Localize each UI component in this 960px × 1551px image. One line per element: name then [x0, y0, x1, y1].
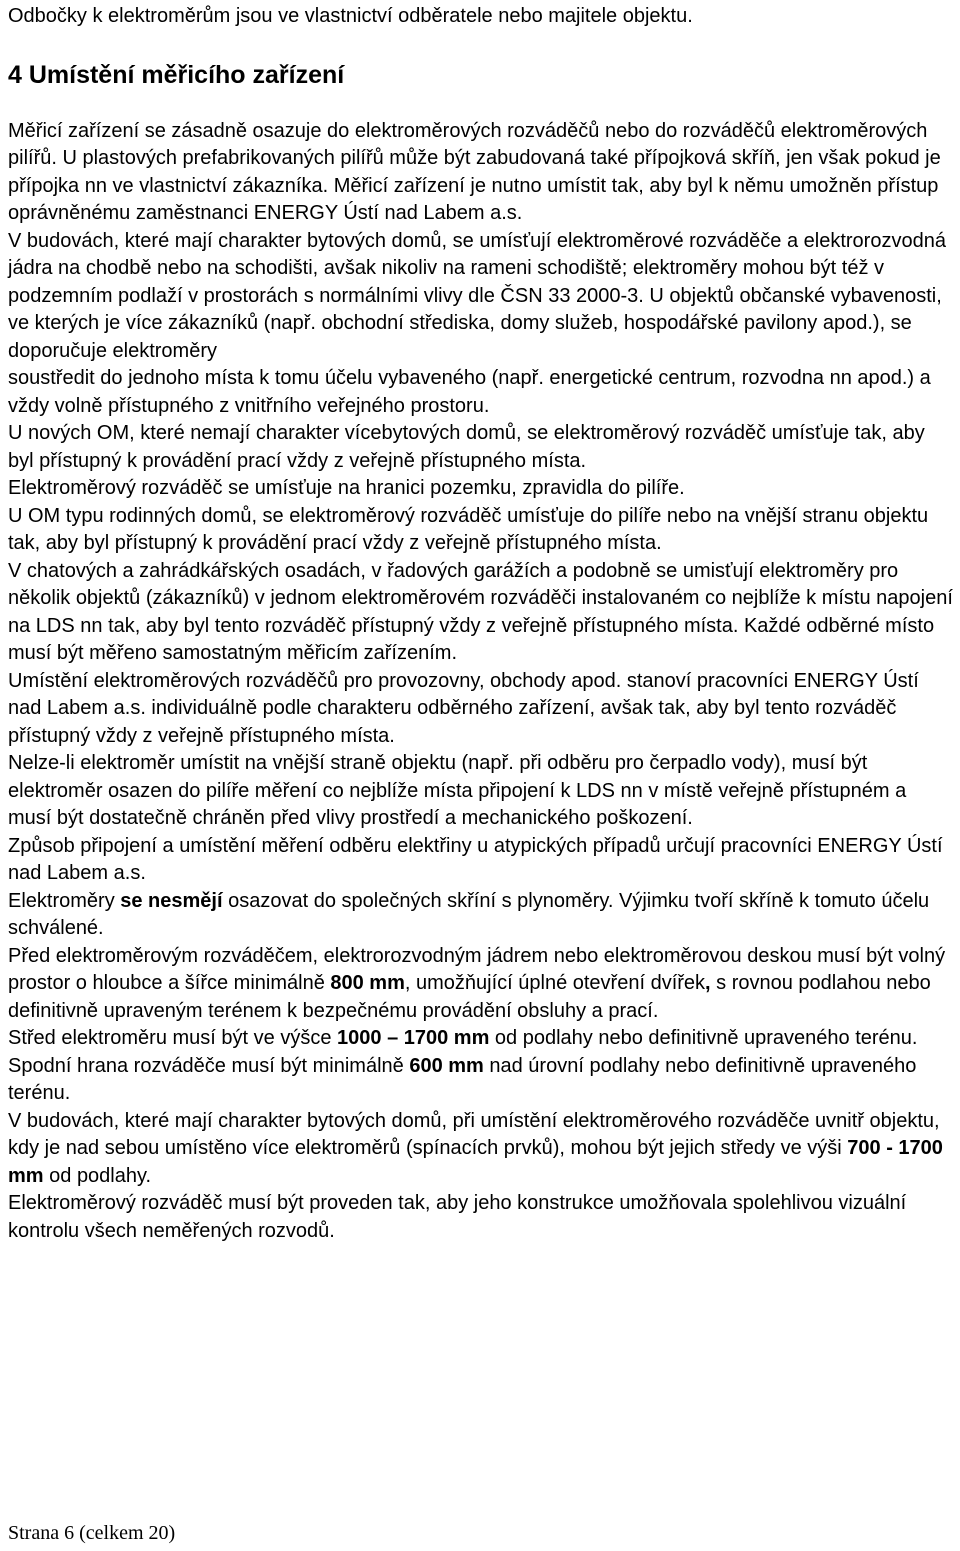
paragraph: V budovách, které mají charakter bytových domů, se umísťují elektroměrové rozváděče a elektrorozvodná jádra na chodbě nebo na schodišti, avšak nikoliv na rameni schodiště; elektroměry mohou být též v podzemním podlaží v prostorách s normálními vlivy dle ČSN 33 2000-3. U objektů občanské vybavenosti, ve kterých je více zákazníků (např. obchodní střediska, domy služeb, hospodářské pavilony apod.), se doporučuje elektroměry [8, 229, 946, 362]
text-run: od podlahy nebo definitivně upraveného terénu. Spodní hrana rozváděče musí být minimálně [8, 1027, 918, 1077]
text-run: Střed elektroměru musí být ve výšce [8, 1027, 338, 1049]
text-run: s rovnou podlahou nebo definitivně upraveným terénem k bezpečnému provádění obsluhy a prací. [8, 972, 931, 1022]
paragraph: U OM typu rodinných domů, se elektroměrový rozváděč umísťuje do pilíře nebo na vnější stranu objektu tak, aby byl přístupný k provádění prací vždy z veřejně přístupného místa. [8, 504, 929, 554]
paragraph [8, 888, 954, 943]
intro-paragraph: Odbočky k elektroměrům jsou ve vlastnictví odběratele nebo majitele objektu. [8, 5, 693, 27]
text-run: Elektroměry [8, 889, 121, 912]
emphasis-text: , [705, 972, 711, 994]
emphasis-text: se nesmějí [120, 889, 223, 912]
emphasis-text: 700 - 1700 mm [8, 1137, 943, 1187]
paragraph: Elektroměrový rozváděč musí být proveden tak, aby jeho konstrukce umožňovala spolehlivou vizuální kontrolu všech neměřených rozvodů. [8, 1192, 907, 1242]
section-body [8, 118, 954, 1246]
paragraph: Elektroměrový rozváděč se umísťuje na hranici pozemku, zpravidla do pilíře. [8, 477, 685, 499]
paragraph: Umístění elektroměrových rozváděčů pro provozovny, obchody apod. stanoví pracovníci ENERGY Ústí nad Labem a.s. individuálně podle charakteru odběrného zařízení, avšak tak, aby byl tento rozváděč přístupný vždy z veřejně přístupného místa. [8, 669, 919, 747]
paragraph [8, 1025, 954, 1108]
paragraph: Měřicí zařízení se zásadně osazuje do elektroměrových rozváděčů nebo do rozváděčů elektroměrových pilířů. U plastových prefabrikovaných pilířů může být zabudovaná také přípojková skříň, jen však pokud je přípojka nn ve vlastnictví zákazníka. Měřicí zařízení je nutno umístit tak, aby byl k němu umožněn přístup oprávněnému zaměstnanci ENERGY Ústí nad Labem a.s. [8, 119, 941, 224]
paragraph: Nelze-li elektroměr umístit na vnější straně objektu (např. při odběru pro čerpadlo vody), musí být elektroměr osazen do pilíře měření co nejblíže místa připojení k LDS nn v místě veřejně přístupném a musí být dostatečně chráněn před vlivy prostředí a mechanického poškození. [8, 752, 907, 829]
paragraph: Způsob připojení a umístění měření odběru elektřiny u atypických případů určují pracovníci ENERGY Ústí nad Labem a.s. [8, 834, 943, 884]
emphasis-text: 600 mm [409, 1054, 484, 1077]
paragraph: U nových OM, které nemají charakter vícebytových domů, se elektroměrový rozváděč umísťuje tak, aby byl přístupný k provádění prací vždy z veřejně přístupného místa. [8, 422, 925, 472]
text-run: nad úrovní podlahy nebo definitivně upraveného terénu. [8, 1054, 917, 1104]
text-run: Před elektroměrovým rozváděčem, elektrorozvodným jádrem nebo elektroměrovou deskou musí být volný prostor o hloubce a šířce minimálně [8, 944, 946, 994]
text-run: od podlahy. [43, 1164, 152, 1187]
document-page [8, 0, 954, 1245]
paragraph [8, 1108, 954, 1191]
paragraph: V chatových a zahrádkářských osadách, v řadových garážích a podobně se umisťují elektroměry pro několik objektů (zákazníků) v jednom elektroměrovém rozváděči instalovaném co nejblíže k místu napojení na LDS nn tak, aby byl tento rozváděč přístupný vždy z veřejně přístupného místa. Každé odběrné místo musí být měřeno samostatným měřicím zařízením. [8, 559, 953, 664]
emphasis-text: 800 mm [330, 972, 405, 994]
text-run: , umožňující úplné otevření dvířek [404, 972, 706, 994]
paragraph [8, 943, 954, 1026]
page-number-footer: Strana 6 (celkem 20) [8, 1522, 176, 1544]
text-run: osazovat do společných skříní s plynoměry. Výjimku tvoří skříně k tomuto účelu schválené. [8, 889, 930, 939]
paragraph: soustředit do jednoho místa k tomu účelu vybaveného (např. energetické centrum, rozvodna nn apod.) a vždy volně přístupného z vnitřního veřejného prostoru. [8, 367, 931, 417]
section-heading: 4 Umístění měřicího zařízení [8, 60, 345, 89]
text-run: V budovách, které mají charakter bytových domů, při umístění elektroměrového rozváděče uvnitř objektu, kdy je nad sebou umístěno více elektroměrů (spínacích prvků), mohou být jejich středy ve výši [8, 1109, 940, 1159]
emphasis-text: 1000 – 1700 mm [337, 1027, 490, 1049]
